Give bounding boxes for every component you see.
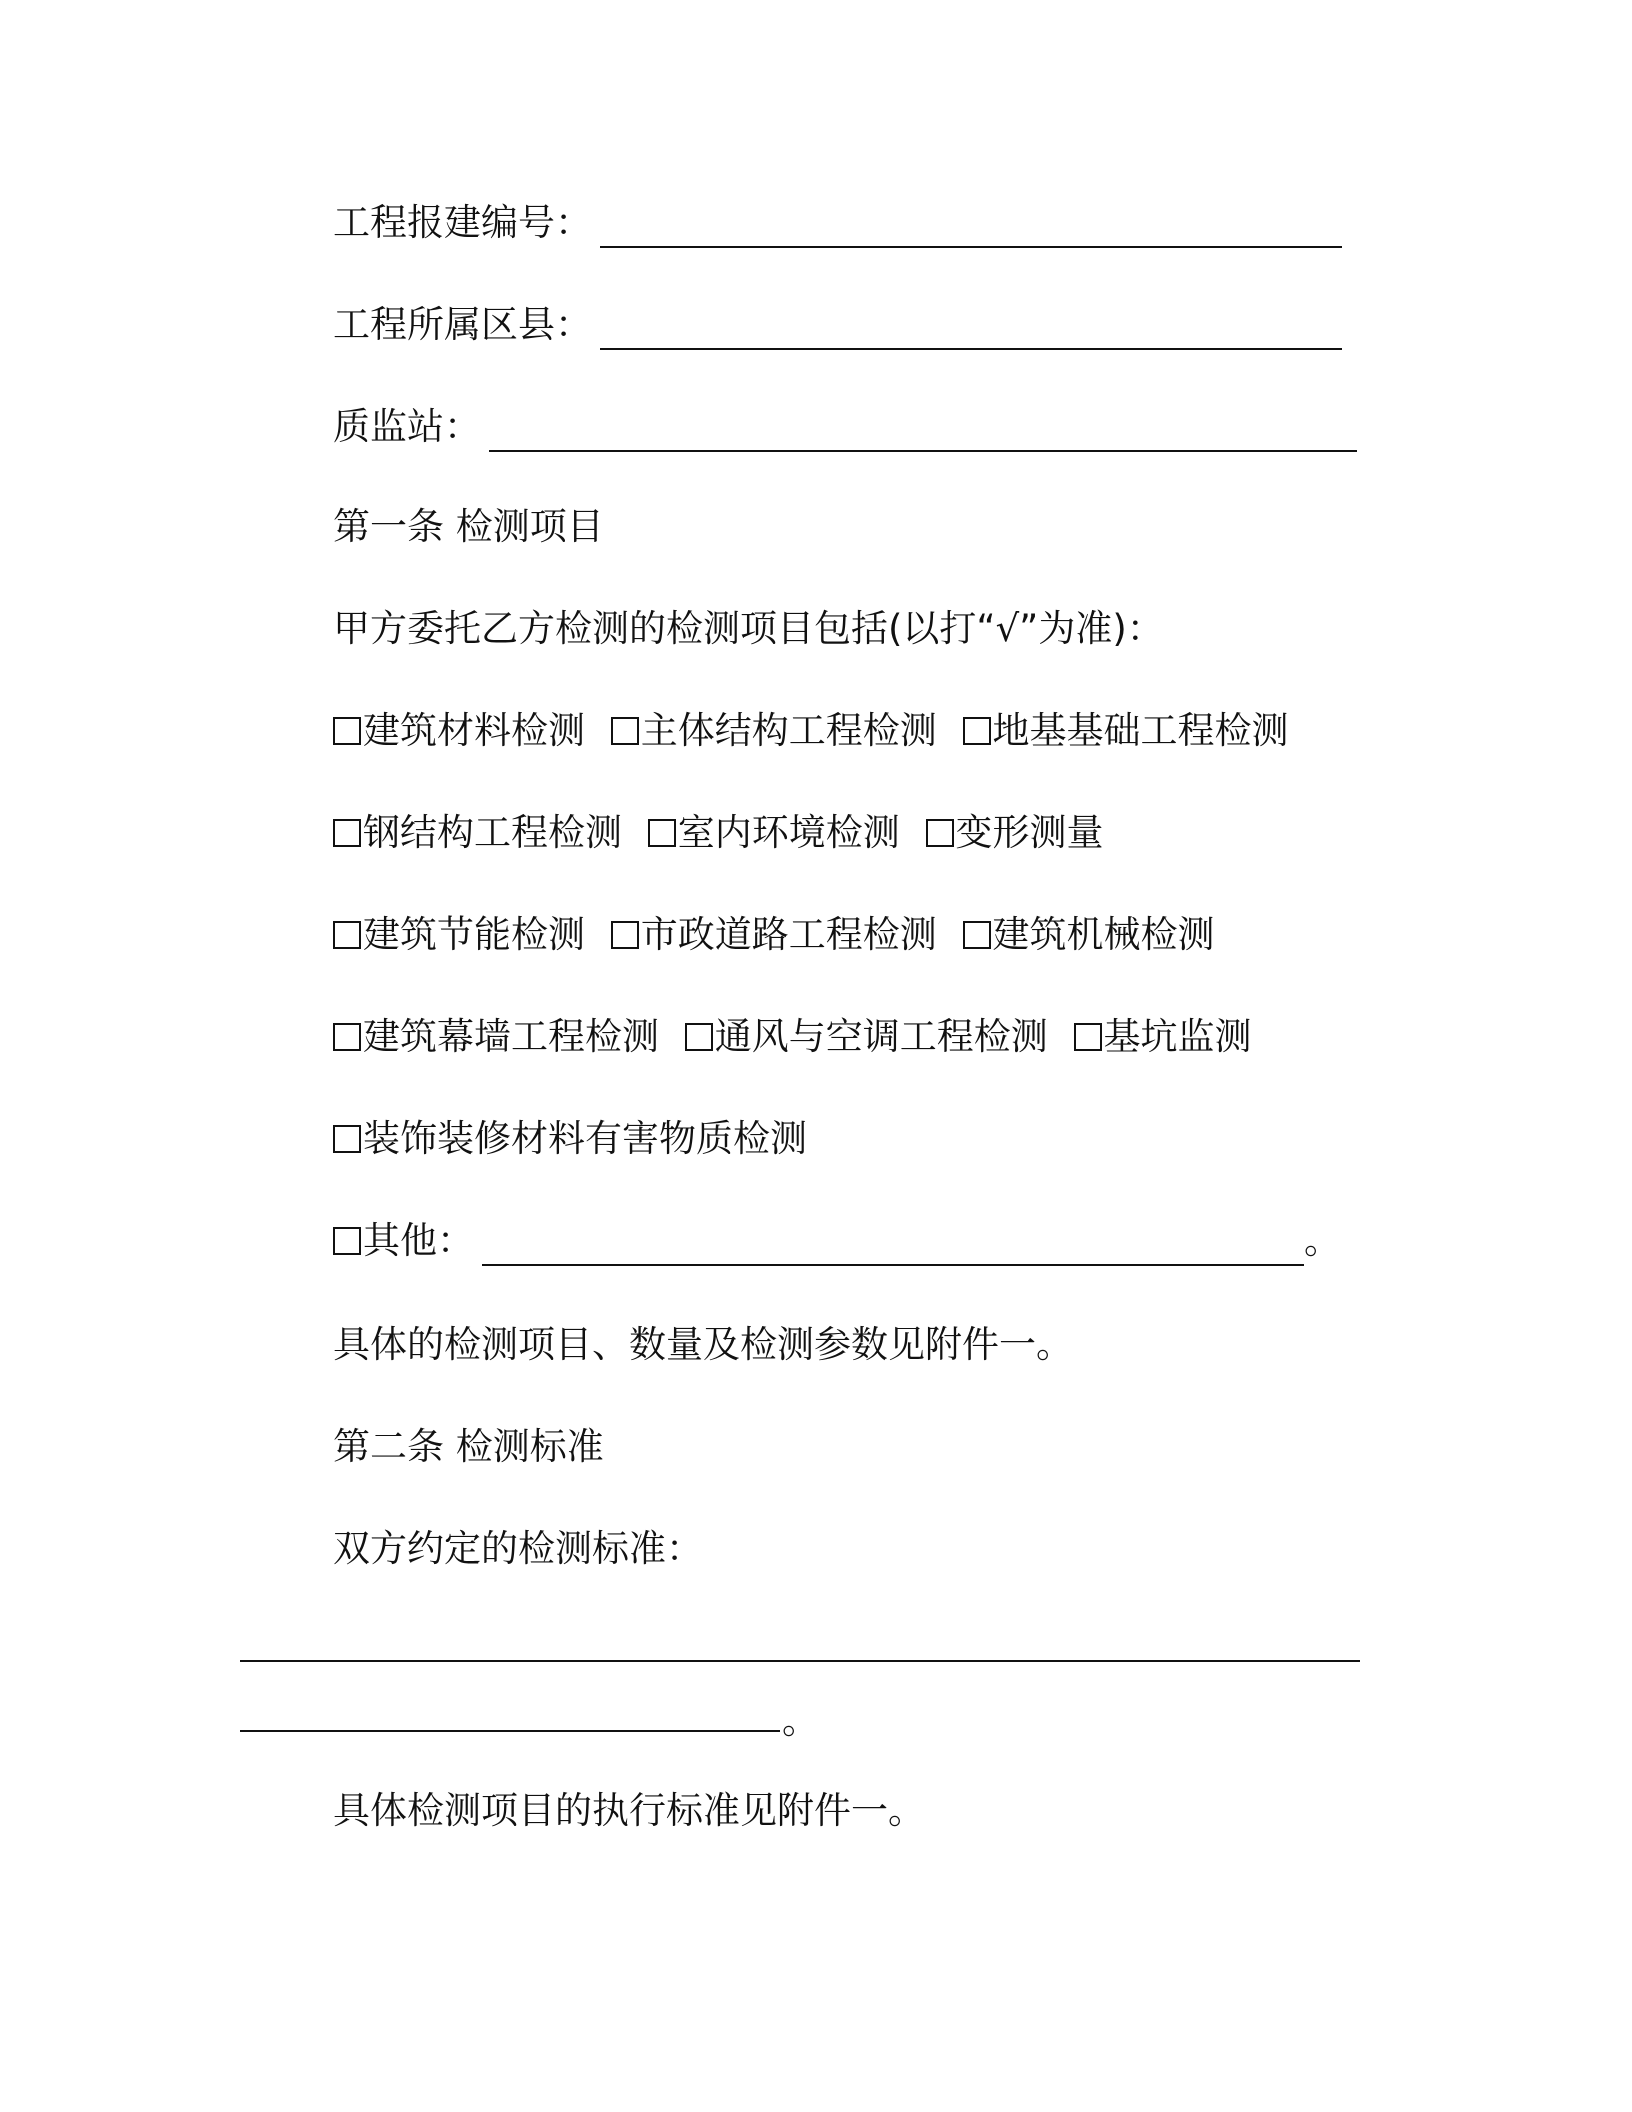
checkbox[interactable] — [333, 1125, 361, 1153]
other-input[interactable] — [482, 1236, 1304, 1266]
option-item[interactable]: 变形测量 — [926, 808, 1104, 858]
option-item[interactable]: 基坑监测 — [1074, 1012, 1252, 1062]
option-row-1 — [333, 706, 1303, 756]
checkbox[interactable] — [611, 717, 639, 745]
checkbox[interactable] — [333, 921, 361, 949]
article2-intro: 双方约定的检测标准： — [333, 1527, 703, 1570]
option-row-4 — [333, 1012, 1266, 1062]
checkbox[interactable] — [648, 819, 676, 847]
project-district-input[interactable] — [600, 320, 1342, 350]
checkbox[interactable] — [333, 717, 361, 745]
other-option-field — [333, 1216, 1341, 1266]
option-item[interactable]: 建筑机械检测 — [963, 910, 1215, 960]
other-period: 。 — [1304, 1219, 1341, 1262]
checkbox[interactable] — [333, 1227, 361, 1255]
option-item[interactable]: 建筑节能检测 — [333, 910, 585, 960]
checkbox[interactable] — [685, 1023, 713, 1051]
option-item[interactable]: 钢结构工程检测 — [333, 808, 622, 858]
checkbox[interactable] — [1074, 1023, 1102, 1051]
article2-heading: 第二条 检测标准 — [333, 1425, 604, 1468]
article1-heading: 第一条 检测项目 — [333, 505, 604, 548]
checkbox[interactable] — [333, 1023, 361, 1051]
other-label: 其他： — [363, 1219, 474, 1262]
project-number-input[interactable] — [600, 218, 1342, 248]
option-item[interactable]: 通风与空调工程检测 — [685, 1012, 1048, 1062]
project-number-field — [333, 198, 1342, 248]
checkbox[interactable] — [611, 921, 639, 949]
project-district-field — [333, 300, 1342, 350]
option-item[interactable]: 地基基础工程检测 — [963, 706, 1289, 756]
option-item[interactable]: 建筑幕墙工程检测 — [333, 1012, 659, 1062]
option-item[interactable]: 装饰装修材料有害物质检测 — [333, 1114, 807, 1164]
option-row-5 — [333, 1114, 821, 1164]
option-item[interactable]: 市政道路工程检测 — [611, 910, 937, 960]
standard-input-line-1[interactable] — [240, 1660, 1360, 1662]
quality-station-label: 质监站： — [333, 405, 481, 448]
option-row-2 — [333, 808, 1118, 858]
option-item[interactable]: 建筑材料检测 — [333, 706, 585, 756]
option-item[interactable]: 主体结构工程检测 — [611, 706, 937, 756]
article1-intro: 甲方委托乙方检测的检测项目包括(以打“√”为准)： — [333, 607, 1164, 650]
quality-station-input[interactable] — [489, 422, 1357, 452]
article1-note: 具体的检测项目、数量及检测参数见附件一。 — [333, 1323, 1073, 1366]
quality-station-field — [333, 402, 1357, 452]
option-row-3 — [333, 910, 1229, 960]
option-item[interactable]: 室内环境检测 — [648, 808, 900, 858]
project-number-label: 工程报建编号： — [333, 201, 592, 244]
checkbox[interactable] — [926, 819, 954, 847]
checkbox[interactable] — [333, 819, 361, 847]
article2-note: 具体检测项目的执行标准见附件一。 — [333, 1789, 925, 1832]
standard-input-line-2[interactable] — [240, 1730, 780, 1732]
standard-period: 。 — [782, 1699, 819, 1742]
project-district-label: 工程所属区县： — [333, 303, 592, 346]
checkbox[interactable] — [963, 921, 991, 949]
checkbox[interactable] — [963, 717, 991, 745]
